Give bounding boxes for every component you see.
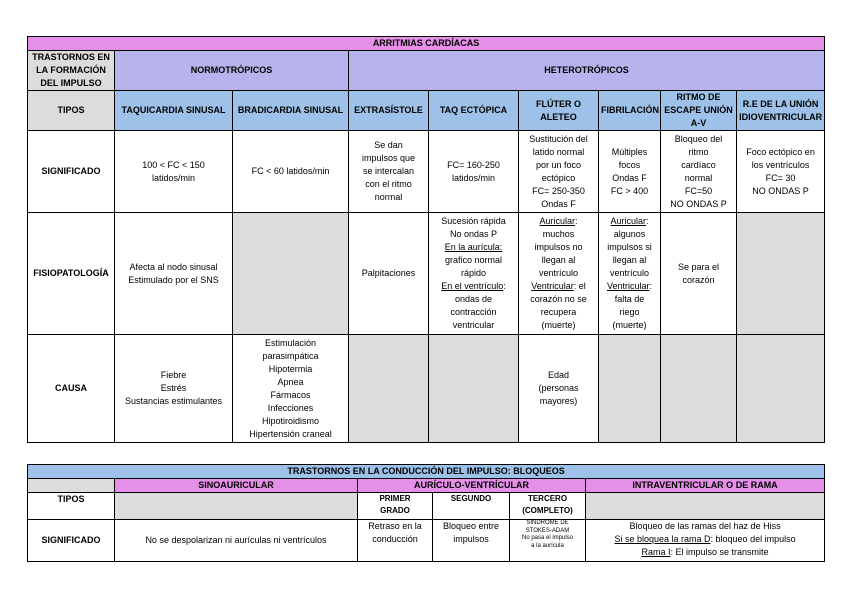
intraventricular-header: INTRAVENTRICULAR O DE RAMA xyxy=(586,479,825,493)
tipos-label: TIPOS xyxy=(28,91,115,131)
sino-tipos xyxy=(115,493,358,520)
fisio-taq-ectopica: Sucesión rápida No ondas P En la aurícula: grafico normal rápido En el ventrículo: ondas de contracción ventricular xyxy=(429,213,519,335)
table1-title: ARRITMIAS CARDÍACAS xyxy=(28,37,825,51)
av-tercero: TERCERO (COMPLETO) xyxy=(510,493,586,520)
sinoauricular-header: SINOAURICULAR xyxy=(115,479,358,493)
fisio-taq-sinusal: Afecta al nodo sinusal Estimulado por el SNS xyxy=(115,213,233,335)
fisio-ritmo-escape: Se para el corazón xyxy=(661,213,737,335)
causa-extrasistole xyxy=(349,335,429,443)
table2-title: TRASTORNOS EN LA CONDUCCIÓN DEL IMPULSO: BLOQUEOS xyxy=(28,465,825,479)
heterotropic-header: HETEROTRÓPICOS xyxy=(349,51,825,91)
sig-taq-sinusal: 100 < FC < 150 latidos/min xyxy=(115,131,233,213)
sig-fibrilacion: Múltiples focos Ondas F FC > 400 xyxy=(599,131,661,213)
type-taq-ectopica: TAQ ECTÓPICA xyxy=(429,91,519,131)
type-extrasistole: EXTRASÍSTOLE xyxy=(349,91,429,131)
auriculo-ventricular-header: AURÍCULO-VENTRÍCULAR xyxy=(358,479,586,493)
causa-label: CAUSA xyxy=(28,335,115,443)
primer-significado: Retraso en la conducción xyxy=(358,520,433,562)
table2-significado-label: SIGNIFICADO xyxy=(28,520,115,562)
segundo-significado: Bloqueo entre impulsos xyxy=(433,520,510,562)
arrhythmia-table xyxy=(27,36,825,443)
fisiopatologia-label: FISIOPATOLOGÍA xyxy=(28,213,115,335)
av-segundo: SEGUNDO xyxy=(433,493,510,520)
table2-corner xyxy=(28,479,115,493)
sig-fluter: Sustitución del latido normal por un foco ectópico FC= 250-350 Ondas F xyxy=(519,131,599,213)
sig-extrasistole: Se dan impulsos que se intercalan con el ritmo normal xyxy=(349,131,429,213)
sig-brad-sinusal: FC < 60 latidos/min xyxy=(233,131,349,213)
causa-ritmo-escape xyxy=(661,335,737,443)
conduction-block-table xyxy=(27,464,825,562)
fisio-fluter: Auricular: muchos impulsos no llegan al ventrículo Ventricular: el corazón no se recupera (muerte) xyxy=(519,213,599,335)
fisio-idioventricular xyxy=(737,213,825,335)
significado-label: SIGNIFICADO xyxy=(28,131,115,213)
sig-taq-ectopica: FC= 160-250 latidos/min xyxy=(429,131,519,213)
type-ritmo-escape: RITMO DE ESCAPE UNIÓN A-V xyxy=(661,91,737,131)
sig-ritmo-escape: Bloqueo del ritmo cardíaco normal FC=50 NO ONDAS P xyxy=(661,131,737,213)
type-fluter: FLÚTER O ALETEO xyxy=(519,91,599,131)
fisio-brad-sinusal xyxy=(233,213,349,335)
type-bradicardia-sinusal: BRADICARDIA SINUSAL xyxy=(233,91,349,131)
type-fibrilacion: FIBRILACIÓN xyxy=(599,91,661,131)
sino-significado: No se despolarizan ni aurículas ni ventrículos xyxy=(115,520,358,562)
fisio-extrasistole: Palpitaciones xyxy=(349,213,429,335)
causa-taq-ectopica xyxy=(429,335,519,443)
causa-brad-sinusal: Estimulación parasimpática Hipotermia Apnea Fármacos Infecciones Hipotiroidismo Hipertensión craneal xyxy=(233,335,349,443)
formation-disorder-header: TRASTORNOS EN LA FORMACIÓN DEL IMPULSO xyxy=(28,51,115,91)
causa-taq-sinusal: Fiebre Estrés Sustancias estimulantes xyxy=(115,335,233,443)
fisio-fibrilacion: Auricular: algunos impulsos si llegan al ventrículo Ventricular: falta de riego (muerte) xyxy=(599,213,661,335)
normotropic-header: NORMOTRÓPICOS xyxy=(115,51,349,91)
sig-idioventricular: Foco ectópico en los ventrículos FC= 30 NO ONDAS P xyxy=(737,131,825,213)
causa-idioventricular xyxy=(737,335,825,443)
table2-tipos-label: TIPOS xyxy=(28,493,115,520)
causa-fluter: Edad (personas mayores) xyxy=(519,335,599,443)
causa-fibrilacion xyxy=(599,335,661,443)
tercero-significado: SÍNDROME DE STOKES-ADAM No pasa el impulso a la aurícula xyxy=(510,520,586,562)
av-primer-grado: PRIMER GRADO xyxy=(358,493,433,520)
type-idioventricular: R.E DE LA UNIÓN IDIOVENTRICULAR xyxy=(737,91,825,131)
intra-significado: Bloqueo de las ramas del haz de Hiss Si se bloquea la rama D: bloqueo del impulso Rama I: El impulso se transmite xyxy=(586,520,825,562)
type-taquicardia-sinusal: TAQUICARDIA SINUSAL xyxy=(115,91,233,131)
intra-tipos xyxy=(586,493,825,520)
